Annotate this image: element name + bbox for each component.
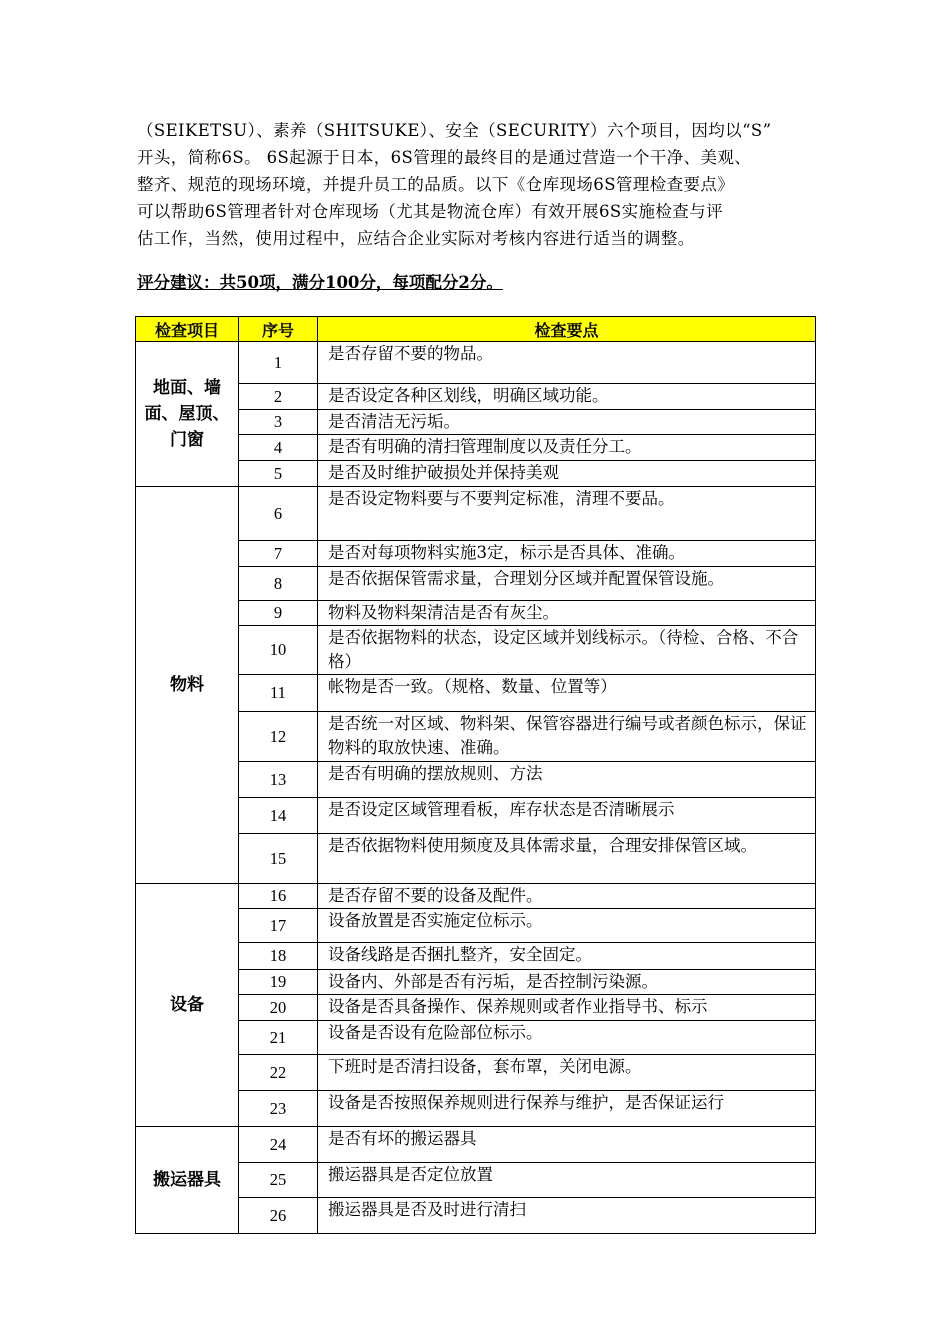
intro-line: 可以帮助6S管理者针对仓库现场（尤其是物流仓库）有效开展6S实施检查与评 bbox=[137, 202, 724, 221]
intro-line: 整齐、规范的现场环境，并提升员工的品质。以下《仓库现场6S管理检查要点》 bbox=[137, 175, 735, 194]
item-number: 2 bbox=[239, 384, 318, 410]
table-row bbox=[136, 342, 816, 384]
checkpoint-text: 是否存留不要的设备及配件。 bbox=[318, 884, 816, 909]
item-number: 16 bbox=[239, 884, 318, 909]
checkpoint-text: 下班时是否清扫设备，套布罩，关闭电源。 bbox=[318, 1055, 816, 1091]
item-number: 1 bbox=[239, 342, 318, 384]
item-number: 20 bbox=[239, 995, 318, 1021]
checkpoint-text: 是否存留不要的物品。 bbox=[318, 342, 816, 384]
item-number: 19 bbox=[239, 970, 318, 995]
checkpoint-text: 帐物是否一致。（规格、数量、位置等） bbox=[318, 675, 816, 712]
checkpoint-text: 是否有坏的搬运器具 bbox=[318, 1127, 816, 1163]
header-number: 序号 bbox=[239, 317, 318, 342]
checkpoint-text: 搬运器具是否及时进行清扫 bbox=[318, 1198, 816, 1234]
item-number: 24 bbox=[239, 1127, 318, 1163]
item-number: 13 bbox=[239, 762, 318, 798]
checkpoint-text: 物料及物料架清洁是否有灰尘。 bbox=[318, 601, 816, 626]
item-number: 3 bbox=[239, 410, 318, 435]
checkpoint-text: 设备是否按照保养规则进行保养与维护，是否保证运行 bbox=[318, 1091, 816, 1127]
category-cell: 物料 bbox=[136, 487, 239, 884]
intro-paragraph bbox=[137, 117, 827, 252]
checkpoint-text: 设备内、外部是否有污垢，是否控制污染源。 bbox=[318, 970, 816, 995]
table-row bbox=[136, 1127, 816, 1163]
checkpoint-text: 是否有明确的摆放规则、方法 bbox=[318, 762, 816, 798]
header-category: 检查项目 bbox=[136, 317, 239, 342]
intro-line: （SEIKETSU）、素养（SHITSUKE）、安全（SECURITY）六个项目，因均以“S” bbox=[137, 121, 772, 140]
category-cell: 搬运器具 bbox=[136, 1127, 239, 1234]
checkpoint-text: 是否设定区域管理看板，库存状态是否清晰展示 bbox=[318, 798, 816, 834]
checkpoint-text: 是否清洁无污垢。 bbox=[318, 410, 816, 435]
checkpoint-text: 设备是否具备操作、保养规则或者作业指导书、标示 bbox=[318, 995, 816, 1021]
item-number: 10 bbox=[239, 626, 318, 675]
item-number: 18 bbox=[239, 943, 318, 970]
checkpoint-text: 是否有明确的清扫管理制度以及责任分工。 bbox=[318, 435, 816, 461]
checkpoint-text: 是否设定物料要与不要判定标准，清理不要品。 bbox=[318, 487, 816, 541]
checkpoint-text: 是否对每项物料实施3定，标示是否具体、准确。 bbox=[318, 541, 816, 567]
item-number: 22 bbox=[239, 1055, 318, 1091]
checkpoint-text: 是否依据物料使用频度及具体需求量，合理安排保管区域。 bbox=[318, 834, 816, 884]
category-cell: 地面、墙面、屋顶、门窗 bbox=[136, 342, 239, 487]
checkpoint-text: 设备是否设有危险部位标示。 bbox=[318, 1021, 816, 1055]
item-number: 17 bbox=[239, 909, 318, 943]
item-number: 5 bbox=[239, 461, 318, 487]
item-number: 7 bbox=[239, 541, 318, 567]
table-body bbox=[136, 342, 816, 1234]
item-number: 25 bbox=[239, 1163, 318, 1198]
item-number: 26 bbox=[239, 1198, 318, 1234]
header-checkpoint: 检查要点 bbox=[318, 317, 816, 342]
checkpoint-text: 设备放置是否实施定位标示。 bbox=[318, 909, 816, 943]
item-number: 14 bbox=[239, 798, 318, 834]
table-header-row bbox=[136, 317, 816, 342]
checkpoint-text: 设备线路是否捆扎整齐，安全固定。 bbox=[318, 943, 816, 970]
table-row bbox=[136, 487, 816, 541]
table-row bbox=[136, 884, 816, 909]
item-number: 6 bbox=[239, 487, 318, 541]
inspection-table bbox=[135, 316, 816, 1234]
item-number: 12 bbox=[239, 712, 318, 762]
item-number: 4 bbox=[239, 435, 318, 461]
checkpoint-text: 是否依据物料的状态，设定区域并划线标示。（待检、合格、不合格） bbox=[318, 626, 816, 675]
intro-line: 开头，简称6S。 6S起源于日本，6S管理的最终目的是通过营造一个干净、美观、 bbox=[137, 148, 752, 167]
category-cell: 设备 bbox=[136, 884, 239, 1127]
scoring-note: 评分建议：共50项，满分100分，每项配分2分。 bbox=[137, 273, 503, 292]
checkpoint-text: 是否依据保管需求量，合理划分区域并配置保管设施。 bbox=[318, 567, 816, 601]
item-number: 9 bbox=[239, 601, 318, 626]
item-number: 15 bbox=[239, 834, 318, 884]
item-number: 8 bbox=[239, 567, 318, 601]
item-number: 21 bbox=[239, 1021, 318, 1055]
intro-line: 估工作，当然，使用过程中，应结合企业实际对考核内容进行适当的调整。 bbox=[137, 229, 695, 248]
checkpoint-text: 搬运器具是否定位放置 bbox=[318, 1163, 816, 1198]
item-number: 11 bbox=[239, 675, 318, 712]
checkpoint-text: 是否统一对区域、物料架、保管容器进行编号或者颜色标示，保证物料的取放快速、准确。 bbox=[318, 712, 816, 762]
item-number: 23 bbox=[239, 1091, 318, 1127]
checkpoint-text: 是否设定各种区划线，明确区域功能。 bbox=[318, 384, 816, 410]
checkpoint-text: 是否及时维护破损处并保持美观 bbox=[318, 461, 816, 487]
